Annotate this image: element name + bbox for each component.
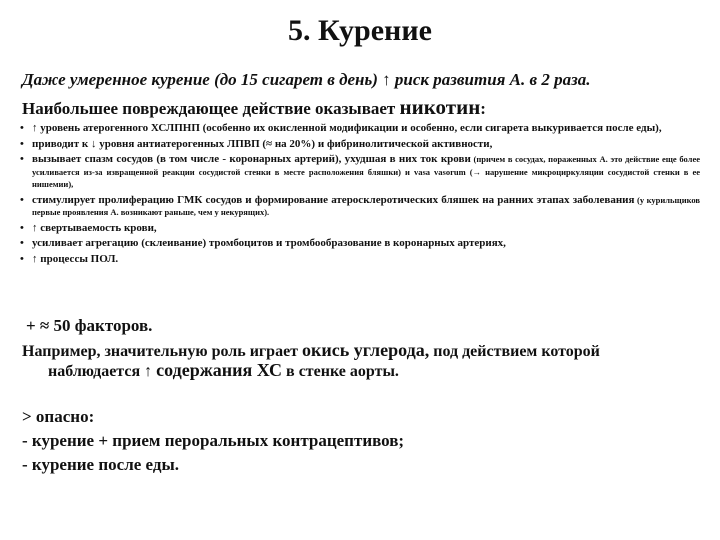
list-item — [20, 194, 700, 219]
list-item — [20, 222, 700, 235]
cholesterol-term: содержания ХС — [156, 360, 283, 380]
lead2-text: Наибольшее повреждающее действие оказывает — [22, 99, 400, 118]
item-main-text: стимулирует пролиферацию ГМК сосудов и формирование атеросклеротических бляшек на ранних этапах заболевания — [32, 193, 635, 206]
example-paragraph — [22, 341, 698, 381]
danger-heading: > опасно: — [22, 407, 95, 426]
item-main-text: приводит к ↓ уровня антиатерогенных ЛПВП (≈ на 20%) и фибринолитической активности, — [32, 137, 493, 150]
list-item — [20, 138, 700, 151]
list-item — [20, 253, 700, 266]
example-text-a: Например, значительную роль играет — [22, 343, 303, 360]
carbon-monoxide-term: окись углерода, — [302, 340, 430, 360]
item-note-text: (у курильщиков первые проявления А. возникают раньше, чем у некурящих). — [32, 194, 701, 217]
list-item — [20, 122, 700, 135]
factors-count: + ≈ 50 факторов. — [26, 316, 153, 335]
lead2-colon: : — [480, 99, 486, 118]
lead-sentence-nicotine — [22, 95, 702, 120]
item-note-text: (причем в сосудах, пораженных А. это действие еще более усиливается из-за извращенной реакции сосудистой стенки в месте расположения бляшки) и vasa vasorum (→ нарушение микроциркуляции сосудистой стенки в ее нишемии), — [32, 154, 700, 189]
list-item — [20, 153, 700, 191]
danger-item: - курение + прием пероральных контрацептивов; — [22, 431, 405, 450]
example-text-c: под действием которой — [429, 343, 600, 360]
list-item — [20, 237, 700, 250]
example-text-f: в стенке аорты. — [282, 363, 399, 380]
danger-item: - курение после еды. — [22, 455, 179, 474]
nicotine-term: никотин — [399, 95, 481, 119]
item-main-text: вызывает спазм сосудов (в том числе - коронарных артерий), ухудшая в них ток крови — [32, 153, 471, 165]
item-main-text: ↑ свертываемость крови, — [32, 221, 157, 234]
item-main-text: ↑ процессы ПОЛ. — [32, 252, 119, 265]
item-main-text: ↑ уровень атерогенного ХСЛПНП (особенно их окисленной модификации и особенно, если сигарета выкуривается после еды), — [32, 122, 662, 134]
slide-title: 5. Курение — [288, 14, 432, 47]
nicotine-effects-list — [20, 122, 700, 268]
item-main-text: усиливает агрегацию (склеивание) тромбоцитов и тромбообразование в коронарных артериях, — [32, 237, 506, 249]
example-second-line — [22, 361, 698, 381]
danger-block — [22, 405, 404, 477]
lead-sentence-risk: Даже умеренное курение (до 15 сигарет в день) ↑ риск развития А. в 2 раза. — [22, 70, 591, 89]
example-text-d: наблюдается ↑ — [48, 363, 157, 380]
